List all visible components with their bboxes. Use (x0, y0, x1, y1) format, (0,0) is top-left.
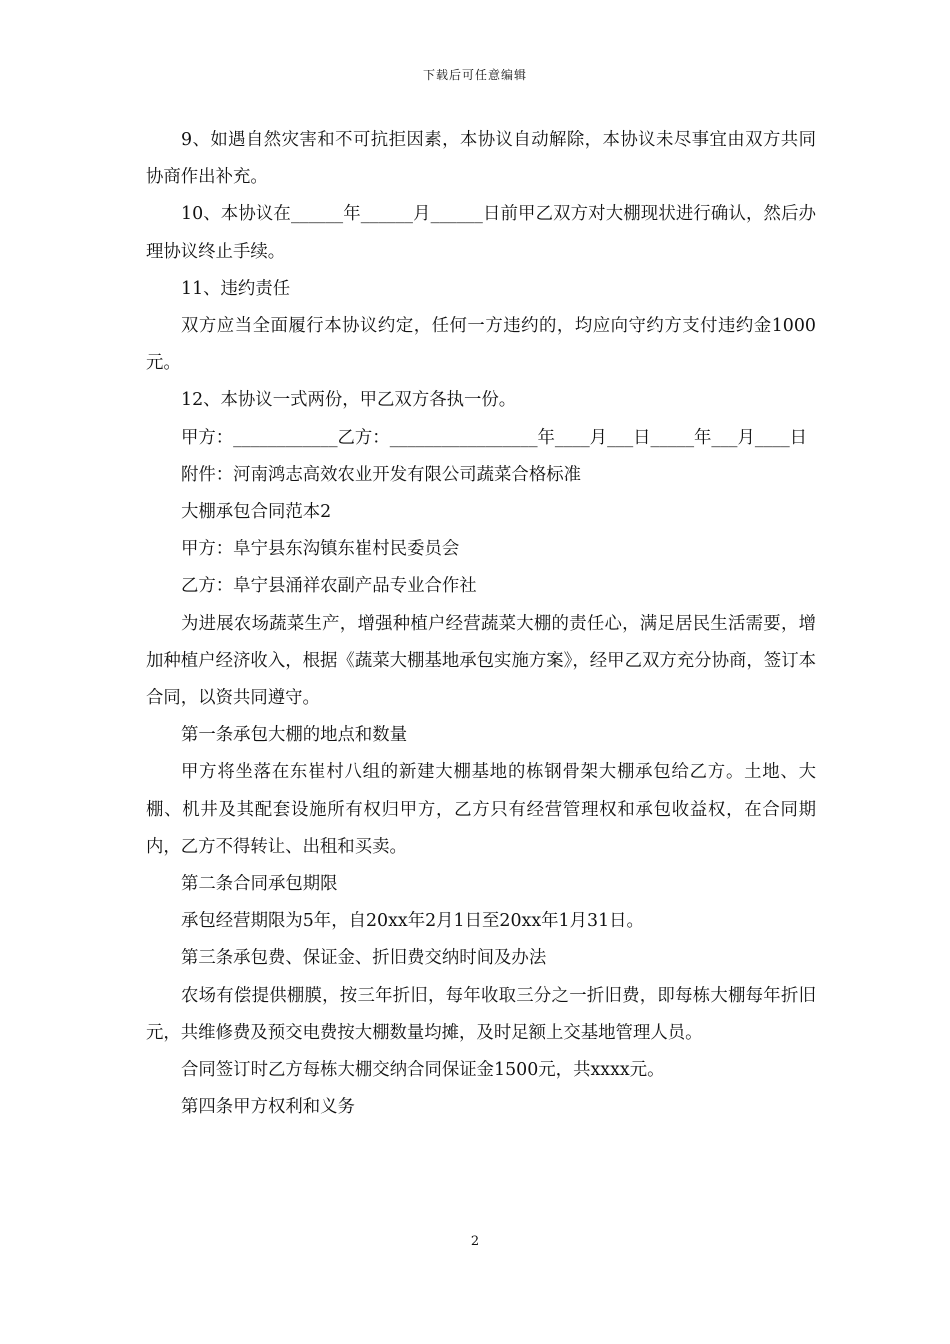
paragraph-article-4-heading: 第四条甲方权利和义务 (181, 1097, 355, 1118)
paragraph-party-b: 乙方：阜宁县涌祥农副产品专业合作社 (181, 576, 477, 597)
paragraph-breach-liability: 双方应当全面履行本协议约定，任何一方违约的，均应向守约方支付违约金1000元。 (146, 316, 816, 374)
paragraph-preamble: 为进展农场蔬菜生产，增强种植户经营蔬菜大棚的责任心，满足居民生活需要，增加种植户经济收入，根据《蔬菜大棚基地承包实施方案》，经甲乙双方充分协商，签订本合同，以资共同遵守。 (146, 613, 816, 709)
page-header: 下载后可任意编辑 (422, 68, 527, 82)
paragraph-party-a: 甲方：阜宁县东沟镇东崔村民委员会 (181, 539, 460, 560)
paragraph-clause-9: 9、如遇自然灾害和不可抗拒因素，本协议自动解除，本协议未尽事宜由双方共同协商作出补充。 (146, 130, 816, 188)
paragraph-article-2-heading: 第二条合同承包期限 (181, 874, 338, 895)
paragraph-article-2-body: 承包经营期限为5年，自20xx年2月1日至20xx年1月31日。 (181, 911, 644, 932)
paragraph-clause-12: 12、本协议一式两份，甲乙双方各执一份。 (181, 390, 517, 411)
paragraph-signature-line: 甲方：____________乙方：_________________年____月___日_____年___月____日 (181, 427, 808, 448)
paragraph-article-3-heading: 第三条承包费、保证金、折旧费交纳时间及办法 (181, 948, 547, 969)
page-number: 2 (470, 1234, 480, 1249)
document-body (146, 122, 816, 1126)
paragraph-clause-11-heading: 11、违约责任 (181, 278, 291, 299)
paragraph-article-3-body: 农场有偿提供棚膜，按三年折旧，每年收取三分之一折旧费，即每栋大棚每年折旧元，共维修费及预交电费按大棚数量均摊，及时足额上交基地管理人员。 (146, 985, 816, 1043)
paragraph-clause-10: 10、本协议在______年______月______日前甲乙双方对大棚现状进行确认，然后办理协议终止手续。 (146, 204, 816, 262)
paragraph-deposit: 合同签订时乙方每栋大棚交纳合同保证金1500元，共xxxx元。 (181, 1060, 665, 1081)
paragraph-template-title: 大棚承包合同范本2 (181, 502, 332, 523)
paragraph-article-1-heading: 第一条承包大棚的地点和数量 (181, 725, 408, 746)
paragraph-attachment: 附件：河南鸿志高效农业开发有限公司蔬菜合格标准 (181, 464, 581, 485)
paragraph-article-1-body: 甲方将坐落在东崔村八组的新建大棚基地的栋钢骨架大棚承包给乙方。土地、大棚、机井及其配套设施所有权归甲方，乙方只有经营管理权和承包收益权，在合同期内，乙方不得转让、出租和买卖。 (146, 762, 816, 857)
